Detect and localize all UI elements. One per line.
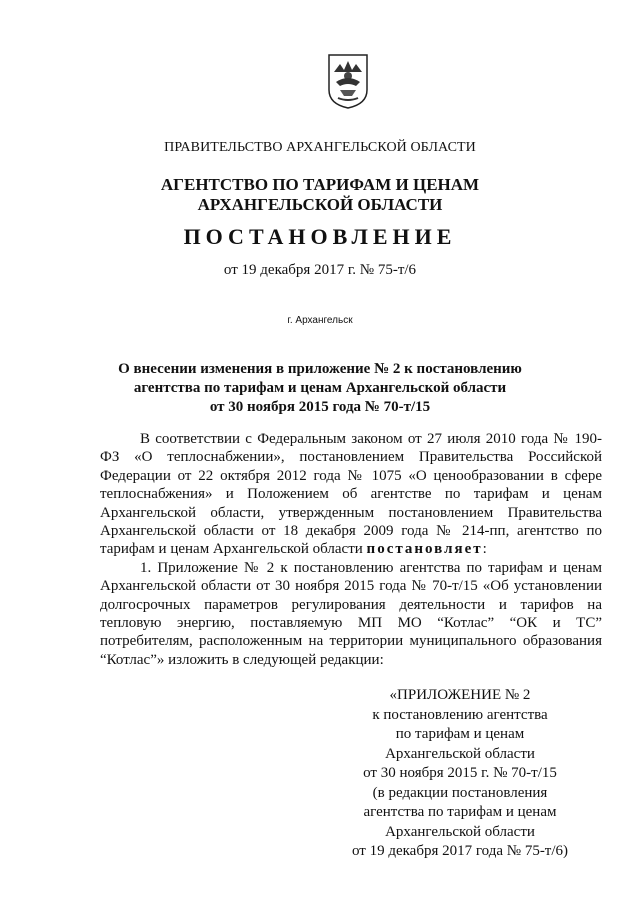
coat-of-arms-icon <box>326 52 370 110</box>
agency-name-line1: АГЕНТСТВО ПО ТАРИФАМ И ЦЕНАМ <box>160 175 480 194</box>
preamble-end: : <box>482 541 487 558</box>
appendix-line: от 30 ноября 2015 г. № 70-т/15 <box>363 765 557 781</box>
appendix-line: (в редакции постановления <box>372 784 548 801</box>
document-date-number: от 19 декабря 2017 г. № 75-т/6 <box>223 262 417 278</box>
document-body <box>100 430 602 669</box>
agency-name-line2: АРХАНГЕЛЬСКОЙ ОБЛАСТИ <box>197 195 443 214</box>
document-subject <box>0 360 640 417</box>
agency-name <box>0 175 640 215</box>
body-paragraph-item-1: 1. Приложение № 2 к постановлению агентства по тарифам и ценам Архангельской области от 30 ноября 2015 года № 70-т/15 «Об установлении долгосрочных параметров регулирования деятельности и тарифов на тепловую энергию, поставляемую МП МО “Котлас” “ОК и ТС” потребителям, расположенным на территории муниципального образования “Котлас”» изложить в следующей редакции: <box>100 559 602 668</box>
body-paragraph-preamble <box>100 430 602 559</box>
appendix-line: агентства по тарифам и ценам <box>363 804 557 820</box>
subject-line2: агентства по тарифам и ценам Архангельской области <box>133 380 507 396</box>
appendix-header <box>330 686 590 862</box>
subject-line3: от 30 ноября 2015 года № 70-т/15 <box>209 399 431 415</box>
preamble-text: В соответствии с Федеральным законом от 27 июля 2010 года № 190-ФЗ «О теплоснабжении», постановлением Правительства Российской Федерации от 22 октября 2012 года № 1075 «О ценообразовании в сфере теплоснабжения» и Положением об агентстве по тарифам и ценам Архангельской области, утвержденным постановлением Правительства Архангельской области от 18 декабря 2009 года № 214-пп, агентство по тарифам и ценам Архангельской области <box>100 431 602 558</box>
appendix-line: по тарифам и ценам <box>395 726 525 742</box>
subject-line1: О внесении изменения в приложение № 2 к постановлению <box>118 361 522 377</box>
appendix-line: Архангельской области <box>385 745 535 762</box>
resolves-word: постановляет <box>366 541 483 558</box>
appendix-line: Архангельской области <box>385 823 535 840</box>
appendix-line: «ПРИЛОЖЕНИЕ № 2 <box>389 687 531 703</box>
appendix-line: от 19 декабря 2017 года № 75-т/6) <box>351 843 569 859</box>
document-type-title: ПОСТАНОВЛЕНИЕ <box>183 224 457 249</box>
appendix-line: к постановлению агентства <box>372 706 548 723</box>
document-city: г. Архангельск <box>287 315 353 326</box>
government-name: ПРАВИТЕЛЬСТВО АРХАНГЕЛЬСКОЙ ОБЛАСТИ <box>164 140 476 155</box>
